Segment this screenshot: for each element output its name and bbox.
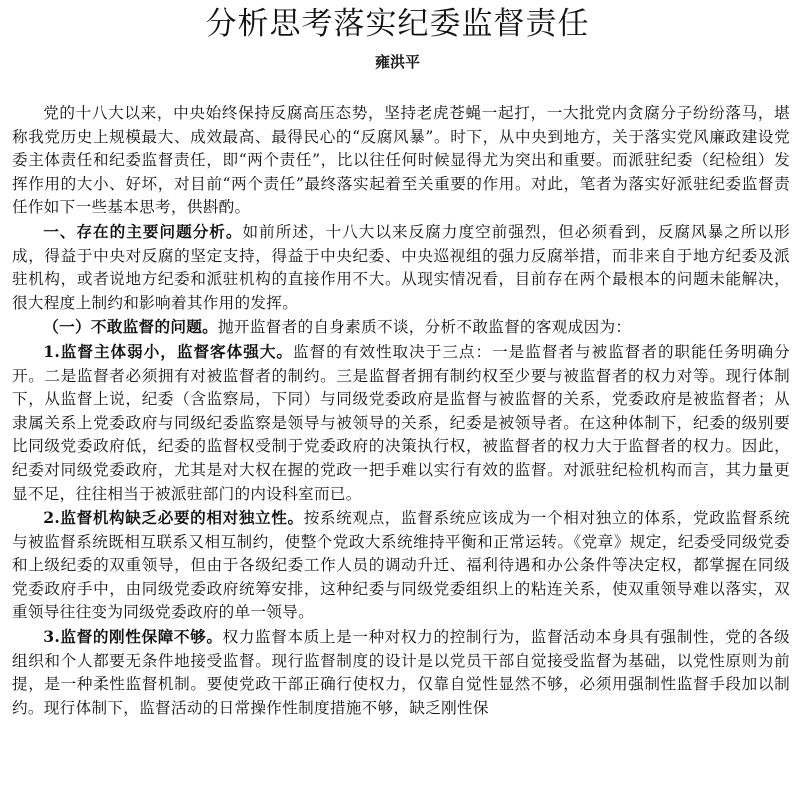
paragraph-text: 抛开监督者的自身素质不谈，分析不敢监督的客观成因为： [218, 318, 632, 337]
section-heading: 一、存在的主要问题分析。 [43, 221, 243, 241]
paragraph-section-1 [12, 220, 790, 315]
paragraph-text: 党的十八大以来，中央始终保持反腐高压态势，坚持老虎苍蝇一起打，一大批党内贪腐分子纷纷落马，堪称我党历史上规模最大、成效最高、最得民心的“反腐风暴”。时下，从中央到地方，关于落实党风廉政建设党委主体责任和纪委监督责任，即“两个责任”，比以往任何时候显得尤为突出和重要。而派驻纪委（纪检组）发挥作用的大小、好坏，对目前“两个责任”最终落实起着至关重要的作用。对此，笔者为落实好派驻纪委监督责任作如下一些基本思考，供斟酌。 [12, 104, 790, 217]
point-heading: 1.监督主体弱小，监督客体强大。 [43, 341, 294, 361]
paragraph-text: 如前所述，十八大以来反腐力度空前强烈，但必须看到，反腐风暴之所以形成，得益于中央对反腐的坚定支持，得益于中央纪委、中央巡视组的强力反腐举措，而非来自于地方纪委及派驻机构，或者说地方纪委和派驻机构的直接作用不大。从现实情况看，目前存在两个最根本的问题未能解决，很大程度上制约和影响着其作用的发挥。 [12, 222, 790, 312]
article-title: 分析思考落实纪委监督责任 [205, 6, 590, 42]
paragraph-text: 按系统观点，监督系统应该成为一个相对独立的体系，党政监督系统与被监督系统既相互联系又相互制约，使整个党政大系统维持平衡和正常运转。《党章》规定，纪委受同级党委和上级纪委的双重领导，但由于各级纪委工作人员的调动升迁、福利待遇和办公条件等决定权，都掌握在同级党委政府手中，由同级党委政府统筹安排，这种纪委与同级党委组织上的粘连关系，使双重领导难以落实，双重领导往往变为同级党委政府的单一领导。 [12, 509, 790, 622]
paragraph-text: 监督的有效性取决于三点：一是监督者与被监督者的职能任务明确分开。二是监督者必须拥有对被监督者的制约。三是监督者拥有制约权至少要与被监督者的权力对等。现行体制下，从监督上说，纪委（含监察局，下同）与同级党委政府是监督与被监督的关系，党委政府是被监督者；从隶属关系上党委政府与同级纪委监察是领导与被领导的关系，纪委是被领导者。在这种体制下，纪委的级别要比同级党委政府低，纪委的监督权受制于党委政府的决策执行权，被监督者的权力大于监督者的权力。因此，纪委对同级党委政府，尤其是对大权在握的党政一把手难以实行有效的监督。对派驻纪检机构而言，其力量更显不足，往往相当于被派驻部门的内设科室而已。 [12, 342, 790, 503]
point-heading: 2.监督机构缺乏必要的相对独立性。 [43, 508, 304, 528]
author-name: 雍洪平 [374, 53, 420, 71]
article-body [12, 102, 790, 720]
paragraph-point-3 [12, 625, 790, 720]
paragraph-point-2 [12, 506, 790, 625]
point-heading: 3.监督的刚性保障不够。 [43, 627, 223, 647]
paragraph-text: 权力监督本质上是一种对权力的控制行为，监督活动本身具有强制性，党的各级组织和个人都要无条件地接受监督。现行监督制度的设计是以党员干部自觉接受监督为基础，以党性原则为前提，是一种柔性监督机制。要使党政干部正确行使权力，仅靠自觉性显然不够，必须用强制性监督手段加以制约。现行体制下，监督活动的日常操作性制度措施不够，缺乏刚性保 [12, 628, 790, 717]
paragraph-point-1 [12, 340, 790, 506]
paragraph-intro [12, 102, 790, 220]
paragraph-subsection-1 [12, 315, 790, 340]
subsection-heading: （一）不敢监督的问题。 [43, 317, 219, 337]
